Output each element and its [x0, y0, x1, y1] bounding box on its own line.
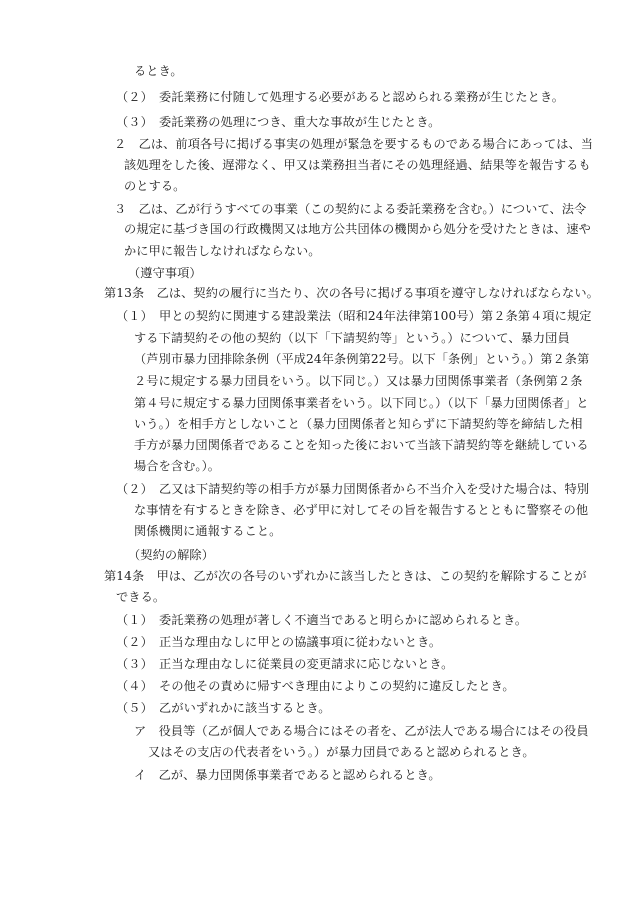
text-line: な事情を有するときを除き、必ず甲に対してその旨を報告するとともに警察その他 [134, 503, 589, 517]
text-line: （２） 正当な理由なしに甲との協議事項に従わないとき。 [116, 635, 442, 649]
text-line: （５） 乙がいずれかに該当するとき。 [116, 701, 331, 715]
text-line: （１） 甲との契約に関連する建設業法（昭和24年法律第100号）第２条第４項に規定 [116, 309, 592, 323]
article-13: 第13条 乙は、契約の履行に当たり、次の各号に掲げる事項を遵守しなければならない。 [104, 286, 599, 300]
text-line: （３） 委託業務の処理につき、重大な事故が生じたとき。 [116, 115, 441, 129]
section-heading: （契約の解除） [128, 548, 215, 562]
text-line: 該処理をした後、遅滞なく、甲又は業務担当者にその処理経過、結果等を報告するも [124, 158, 591, 172]
text-line: 第４号に規定する暴力団関係事業者をいう。以下同じ。）（以下「暴力団関係者」と [134, 396, 589, 410]
text-line: （４） その他その責めに帰すべき理由によりこの契約に違反したとき。 [116, 679, 515, 693]
text-line: （２） 委託業務に付随して処理する必要があると認められる業務が生じたとき。 [116, 90, 565, 104]
text-line: （２） 乙又は下請契約等の相手方が暴力団関係者から不当介入を受けた場合は、特別 [116, 482, 590, 496]
text-line: いう。）を相手方としないこと（暴力団関係者と知らずに下請契約等を締結した相 [134, 417, 583, 431]
text-line: かに甲に報告しなければならない。 [124, 244, 321, 258]
text-line: ３ 乙は、乙が行うすべての事業（この契約による委託業務を含む。）について、法令 [114, 202, 587, 216]
text-line: ２ 乙は、前項各号に掲げる事実の処理が緊急を要するものである場合にあっては、当 [114, 137, 594, 151]
article-14: 第14条 甲は、乙が次の各号のいずれかに該当したときは、この契約を解除することが [104, 569, 587, 583]
text-line: の規定に基づき国の行政機関又は地方公共団体の機関から処分を受けたときは、速や [124, 222, 591, 236]
text-line: する下請契約その他の契約（以下「下請契約等」という。）について、暴力団員 [134, 331, 570, 345]
text-line: 又はその支店の代表者をいう。）が暴力団員であると認められるとき。 [148, 745, 535, 759]
text-line: のとする。 [124, 179, 186, 193]
text-line: ２号に規定する暴力団員をいう。以下同じ。）又は暴力団関係事業者（条例第２条 [134, 374, 583, 388]
text-line: （１） 委託業務の処理が著しく不適当であると明らかに認められるとき。 [116, 613, 528, 627]
text-line: できる。 [116, 590, 166, 604]
text-line: 場合を含む。）。 [134, 459, 221, 473]
text-line: 手方が暴力団関係者であることを知った後において当該下請契約等を継続している [134, 438, 589, 452]
section-heading: （遵守事項） [128, 266, 202, 280]
text-line: （芦別市暴力団排除条例（平成24年条例第22号。以下「条例」という。）第２条第 [134, 352, 590, 366]
text-line: るとき。 [134, 64, 183, 78]
text-line: イ 乙が、暴力団関係事業者であると認められるとき。 [134, 768, 441, 782]
text-line: 関係機関に通報すること。 [134, 524, 282, 538]
text-line: （３） 正当な理由なしに従業員の変更請求に応じないとき。 [116, 657, 454, 671]
text-line: ア 役員等（乙が個人である場合にはその者を、乙が法人である場合にはその役員 [134, 724, 589, 738]
